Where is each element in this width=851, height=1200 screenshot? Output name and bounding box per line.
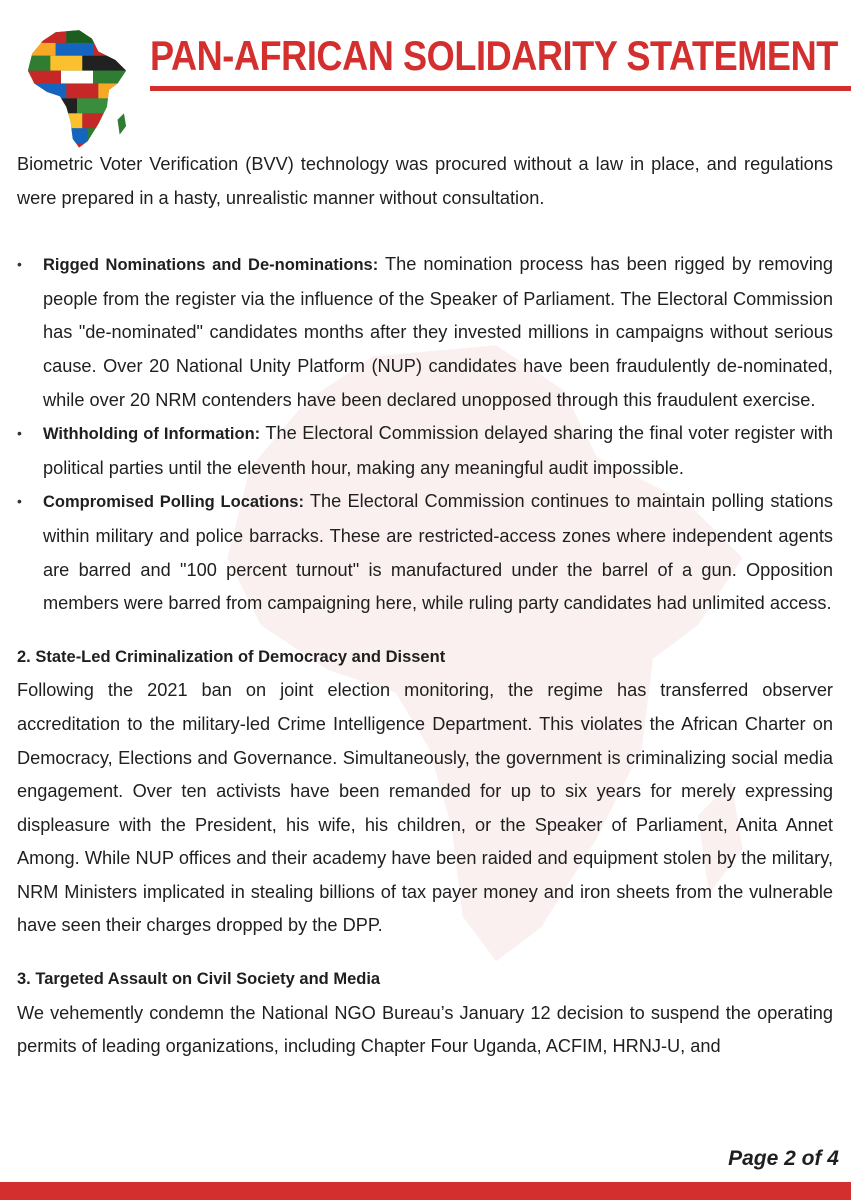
title-underline (150, 86, 851, 91)
document-body (17, 148, 833, 1064)
issues-list (17, 248, 833, 621)
section-3-paragraph: We vehemently condemn the National NGO Bureau’s January 12 decision to suspend the operating permits of leading organizations, including Chapter Four Uganda, ACFIM, HRNJ-U, and (17, 1002, 833, 1057)
page-title: PAN-AFRICAN SOLIDARITY STATEMENT (150, 32, 838, 79)
list-item (17, 417, 833, 485)
bullet-text: The Electoral Commission continues to maintain polling stations within military and police barracks. These are restricted-access zones where independent agents are barred and "100 percent turnout" is manufactured under the barrel of a gun. Opposition members were barred from campaigning here, while ruling party candidates had unlimited access. (43, 491, 834, 614)
page-number: Page 2 of 4 (728, 1147, 839, 1170)
section-heading-3: 3. Targeted Assault on Civil Society and Media (17, 970, 381, 989)
bullet-text: The nomination process has been rigged by removing people from the register via the influence of the Speaker of Parliament. The Electoral Commission has "de-nominated" candidates months after they invested millions in campaigns without serious cause. Over 20 National Unity Platform (NUP) candidates have been fraudulently de-nominated, while over 20 NRM contenders have been declared unopposed through this fraudulent exercise. (43, 254, 833, 410)
footer-bar (0, 1182, 851, 1200)
intro-paragraph: Biometric Voter Verification (BVV) technology was procured without a law in place, and regulations were prepared in a hasty, unrealistic manner without consultation. (17, 154, 833, 208)
section-heading-2: 2. State-Led Criminalization of Democracy and Dissent (17, 647, 446, 666)
bullet-lead: Rigged Nominations and De-nominations: (43, 256, 379, 275)
bullet-lead: Withholding of Information: (43, 425, 261, 444)
list-item (17, 485, 833, 620)
bullet-lead: Compromised Polling Locations: (43, 493, 304, 512)
section-2-paragraph: Following the 2021 ban on joint election monitoring, the regime has transferred observer accreditation to the military-led Crime Intelligence Department. This violates the African Charter on Democracy, Elections and Governance. Simultaneously, the government is criminalizing social media engagement. Over ten activists have been remanded for up to six years for merely expressing displeasure with the President, his wife, his children, or the Speaker of Parliament, Anita Annet Among. While NUP offices and their academy have been raided and equipment stolen by the military, NRM Ministers implicated in stealing billions of tax payer money and iron sheets from the vulnerable have seen their charges dropped by the DPP. (17, 680, 833, 936)
list-item (17, 248, 833, 417)
africa-flags-logo-icon (18, 28, 136, 156)
bullet-text: The Electoral Commission delayed sharing the final voter register with political parties until the eleventh hour, making any meaningful audit impossible. (43, 423, 833, 478)
